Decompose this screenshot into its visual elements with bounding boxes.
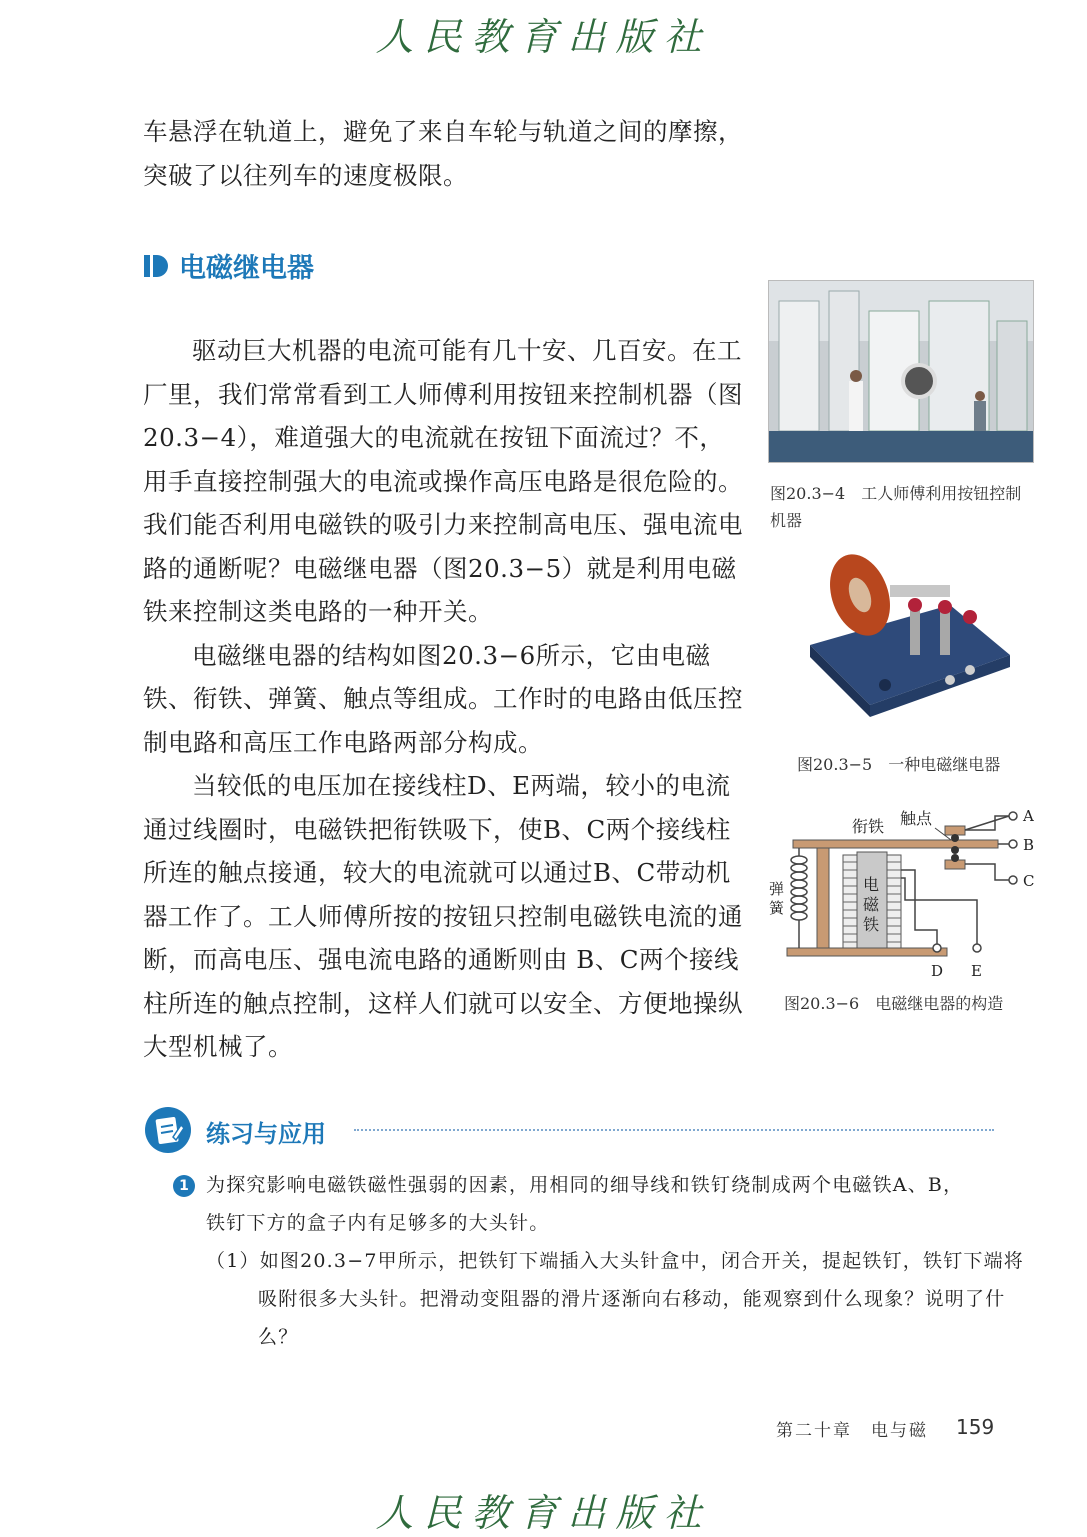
label-magnet-3: 铁 (863, 915, 880, 934)
main-text (143, 329, 743, 1069)
question-number-badge: 1 (173, 1175, 195, 1197)
fig4-caption: 图20.3−4 工人师傅利用按钮控制机器 (770, 484, 1022, 530)
section-marker-icon (143, 253, 169, 279)
label-e: E (971, 962, 982, 980)
relay-diagram (765, 800, 1050, 985)
intro-line-2: 突破了以往列车的速度极限。 (143, 160, 468, 190)
label-b: B (1023, 836, 1035, 854)
question-1-text (206, 1166, 981, 1242)
exercise-title: 练习与应用 (206, 1120, 326, 1148)
question-1-body: 为探究影响电磁铁磁性强弱的因素，用相同的细导线和铁钉绕制成两个电磁铁A、B，铁钉下方的盒子内有足够多的大头针。 (206, 1174, 964, 1234)
intro-text (143, 110, 753, 197)
fig5-caption: 图20.3−5 一种电磁继电器 (797, 755, 1001, 774)
relay-diagram-svg (765, 800, 1050, 985)
label-d: D (931, 962, 944, 980)
section-heading (143, 246, 314, 285)
label-spring-1: 弹 (769, 880, 785, 898)
label-magnet-1: 电 (863, 875, 880, 894)
relay-photo-image (800, 545, 1015, 735)
paragraph-3: 当较低的电压加在接线柱D、E两端，较小的电流通过线圈时，电磁铁把衔铁吸下，使B、C两个接线柱所连的触点接通，较大的电流就可以通过B、C带动机器工作了。工人师傅所按的按钮只控制电磁铁电流的通断，而高电压、强电流电路的通断则由 B、C两个接线柱所连的触点控制，这样人们就可以安全、方便地操纵大型机械了。 (143, 771, 743, 1061)
relay-photo (800, 545, 1015, 735)
label-a: A (1023, 807, 1034, 825)
chapter-footer: 第二十章 电与磁 (776, 1421, 928, 1441)
section-title: 电磁继电器 (179, 253, 314, 284)
factory-photo-image (769, 281, 1033, 462)
publisher-footer: 人民教育出版社 (375, 1491, 712, 1535)
exercise-divider (354, 1129, 994, 1131)
factory-photo (768, 280, 1034, 463)
exercise-icon (143, 1105, 193, 1155)
paragraph-2: 电磁继电器的结构如图20.3−6所示，它由电磁铁、衔铁、弹簧、触点等组成。工作时的电路由低压控制电路和高压工作电路两部分构成。 (143, 640, 743, 757)
label-armature: 衔铁 (852, 817, 885, 836)
label-c: C (1023, 872, 1035, 890)
intro-line-1: 车悬浮在轨道上，避免了来自车轮与轨道之间的摩擦， (143, 117, 743, 146)
fig6-caption: 图20.3−6 电磁继电器的构造 (784, 994, 1004, 1013)
paragraph-1: 驱动巨大机器的电流可能有几十安、几百安。在工厂里，我们常常看到工人师傅利用按钮来控制机器（图20.3−4），难道强大的电流就在按钮下面流过？不，用手直接控制强大的电流或操作高压电路是很危险的。我们能否利用电磁铁的吸引力来控制高电压、强电流电路的通断呢？电磁继电器（图20.3−5）就是利用电磁铁来控制这类电路的一种开关。 (143, 336, 743, 626)
label-spring-2: 簧 (769, 899, 785, 917)
label-magnet-2: 磁 (863, 895, 880, 914)
label-contact: 触点 (900, 809, 933, 828)
publisher-header: 人民教育出版社 (375, 15, 712, 59)
page-number: 159 (956, 1415, 995, 1439)
question-1-sub-1: （1）如图20.3−7甲所示，把铁钉下端插入大头针盒中，闭合开关，提起铁钉，铁钉下端将吸附很多大头针。把滑动变阻器的滑片逐渐向右移动，能观察到什么现象？说明了什么？ (206, 1250, 1025, 1348)
